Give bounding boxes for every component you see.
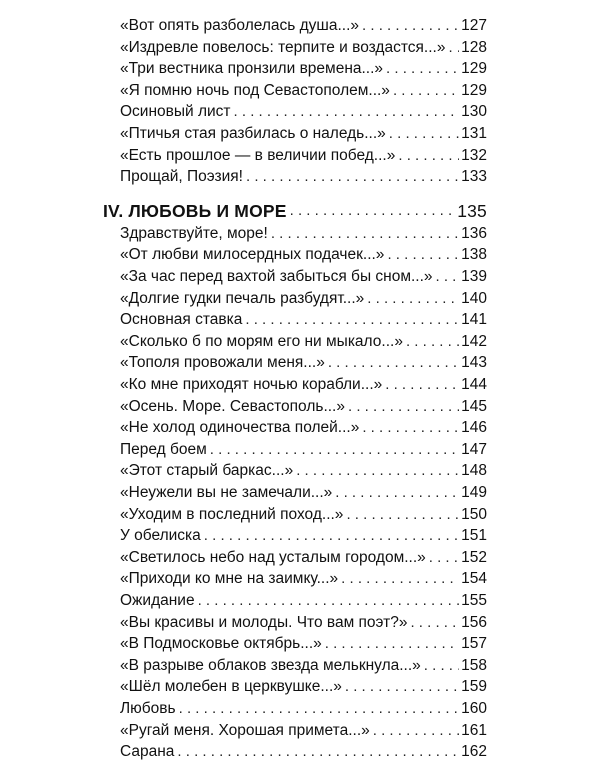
toc-entry bbox=[120, 78, 487, 100]
dot-leader bbox=[389, 125, 459, 143]
toc-entry bbox=[120, 56, 487, 78]
entry-page-number: 162 bbox=[461, 743, 487, 761]
entry-page-number: 150 bbox=[461, 505, 487, 523]
entry-page-number: 161 bbox=[461, 721, 487, 739]
dot-leader bbox=[385, 376, 459, 394]
dot-leader bbox=[367, 290, 459, 308]
dot-leader bbox=[325, 635, 459, 653]
toc-entry bbox=[120, 696, 487, 718]
entry-page-number: 152 bbox=[461, 548, 487, 566]
dot-leader bbox=[198, 592, 460, 610]
entry-title: «Я помню ночь под Севастополем...» bbox=[120, 81, 390, 99]
toc-entry bbox=[120, 164, 487, 186]
entry-title: «Долгие гудки печаль разбудят...» bbox=[120, 289, 365, 307]
section-heading bbox=[103, 196, 487, 220]
dot-leader bbox=[348, 398, 459, 416]
entry-page-number: 128 bbox=[461, 38, 487, 56]
section-page-number: 135 bbox=[457, 200, 487, 221]
dot-leader bbox=[271, 225, 459, 243]
toc-entry bbox=[120, 523, 487, 545]
entry-title: «Птичья стая разбилась о наледь...» bbox=[120, 125, 386, 142]
toc-entry bbox=[120, 264, 487, 286]
entry-title: «Не холод одиночества полей...» bbox=[120, 419, 360, 437]
entry-title: «Этот старый баркас...» bbox=[120, 462, 294, 480]
entry-page-number: 157 bbox=[461, 635, 487, 653]
section-title: IV. ЛЮБОВЬ И МОРЕ bbox=[103, 200, 287, 221]
entry-page-number: 146 bbox=[461, 419, 487, 437]
entry-title: «Тополя провожали меня...» bbox=[120, 354, 325, 372]
toc-entry bbox=[120, 415, 487, 437]
dot-leader bbox=[210, 441, 459, 459]
entry-page-number: 129 bbox=[461, 81, 487, 99]
dot-leader bbox=[177, 743, 459, 761]
entry-page-number: 147 bbox=[461, 440, 487, 458]
toc-entry bbox=[120, 372, 487, 394]
entry-title: Прощай, Поэзия! bbox=[120, 168, 243, 186]
toc-entry bbox=[120, 307, 487, 329]
dot-leader bbox=[362, 17, 459, 35]
entry-page-number: 136 bbox=[461, 224, 487, 242]
dot-leader bbox=[179, 700, 460, 718]
toc-entry bbox=[120, 588, 487, 610]
dot-leader bbox=[387, 246, 459, 264]
toc-entry bbox=[120, 458, 487, 480]
dot-leader bbox=[341, 570, 459, 588]
entry-title: Перед боем bbox=[120, 440, 207, 458]
toc-entry bbox=[120, 718, 487, 740]
entry-title: «От любви милосердных подачек...» bbox=[120, 246, 385, 264]
toc-entry bbox=[120, 221, 487, 243]
toc-entry bbox=[120, 13, 487, 35]
dot-leader bbox=[406, 333, 459, 351]
toc-entry bbox=[120, 480, 487, 502]
toc-entry bbox=[120, 350, 487, 372]
entry-page-number: 141 bbox=[461, 311, 487, 329]
toc-entry bbox=[120, 631, 487, 653]
entry-title: Здравствуйте, море! bbox=[120, 224, 268, 242]
entry-title: «В Подмосковье октябрь...» bbox=[120, 635, 322, 653]
entry-page-number: 158 bbox=[461, 656, 487, 674]
toc-entry bbox=[120, 35, 487, 57]
dot-leader bbox=[424, 657, 459, 675]
entry-title: «Вы красивы и молоды. Что вам поэт?» bbox=[120, 613, 408, 631]
entry-page-number: 131 bbox=[461, 125, 487, 142]
entry-title: «Издревле повелось: терпите и воздастся...» bbox=[120, 38, 446, 56]
toc-entry bbox=[120, 121, 487, 143]
toc-entry bbox=[120, 99, 487, 121]
entry-page-number: 140 bbox=[461, 289, 487, 307]
dot-leader bbox=[246, 168, 459, 186]
entry-title: «Светилось небо над усталым городом...» bbox=[120, 548, 426, 566]
dot-leader bbox=[362, 419, 459, 437]
entry-title: «Сколько б по морям его ни мыкало...» bbox=[120, 332, 403, 350]
entry-page-number: 138 bbox=[461, 246, 487, 264]
toc-entry bbox=[120, 739, 487, 761]
entry-page-number: 130 bbox=[461, 103, 487, 121]
dot-leader bbox=[328, 354, 459, 372]
entry-title: «В разрыве облаков звезда мелькнула...» bbox=[120, 656, 421, 674]
entry-title: Основная ставка bbox=[120, 311, 243, 329]
dot-leader bbox=[204, 527, 459, 545]
entry-page-number: 129 bbox=[461, 60, 487, 78]
entry-page-number: 144 bbox=[461, 376, 487, 393]
entry-title: «Ругай меня. Хорошая примета...» bbox=[120, 721, 370, 739]
entry-page-number: 154 bbox=[461, 570, 487, 588]
dot-leader bbox=[290, 202, 456, 220]
entry-title: «Три вестника пронзили времена...» bbox=[120, 60, 384, 78]
dot-leader bbox=[393, 82, 459, 100]
entry-page-number: 142 bbox=[461, 332, 487, 350]
entry-page-number: 127 bbox=[461, 17, 487, 34]
entry-title: Сарана bbox=[120, 743, 175, 761]
toc-entry bbox=[120, 143, 487, 165]
toc-entry bbox=[120, 610, 487, 632]
toc-entry bbox=[120, 329, 487, 351]
toc-entry bbox=[120, 286, 487, 308]
toc-entry bbox=[120, 566, 487, 588]
entry-title: «Осень. Море. Севастополь...» bbox=[120, 397, 345, 415]
entry-title: «Ко мне приходят ночью корабли...» bbox=[120, 376, 383, 393]
toc-entry bbox=[120, 242, 487, 264]
dot-leader bbox=[429, 549, 459, 567]
entry-title: «Уходим в последний поход...» bbox=[120, 505, 344, 523]
entry-page-number: 139 bbox=[461, 268, 487, 285]
entry-title: У обелиска bbox=[120, 527, 201, 545]
dot-leader bbox=[398, 147, 459, 165]
toc-entry bbox=[120, 674, 487, 696]
dot-leader bbox=[346, 506, 459, 524]
entry-page-number: 159 bbox=[461, 678, 487, 696]
toc-entry bbox=[120, 502, 487, 524]
dot-leader bbox=[296, 462, 459, 480]
entry-title: «Вот опять разболелась душа...» bbox=[120, 17, 360, 34]
entry-title: Осиновый лист bbox=[120, 103, 231, 121]
entry-title: «Шёл молебен в церквушке...» bbox=[120, 678, 342, 696]
entry-title: «Приходи ко мне на заимку...» bbox=[120, 570, 339, 588]
dot-leader bbox=[234, 103, 460, 121]
toc-entry bbox=[120, 437, 487, 459]
toc-entry bbox=[120, 394, 487, 416]
entry-page-number: 132 bbox=[461, 146, 487, 164]
entry-page-number: 149 bbox=[461, 484, 487, 501]
dot-leader bbox=[436, 268, 460, 286]
entry-title: «Неужели вы не замечали...» bbox=[120, 484, 333, 501]
entry-page-number: 155 bbox=[461, 592, 487, 609]
dot-leader bbox=[345, 678, 459, 696]
toc-entry bbox=[120, 545, 487, 567]
toc-entry bbox=[120, 653, 487, 675]
entry-page-number: 160 bbox=[461, 700, 487, 717]
dot-leader bbox=[386, 60, 459, 78]
entry-title: «За час перед вахтой забыться бы сном...» bbox=[120, 268, 433, 285]
dot-leader bbox=[410, 614, 459, 632]
dot-leader bbox=[335, 484, 459, 502]
entry-page-number: 145 bbox=[461, 397, 487, 415]
entry-page-number: 156 bbox=[461, 613, 487, 631]
entry-page-number: 143 bbox=[461, 354, 487, 372]
dot-leader bbox=[373, 722, 459, 740]
entry-title: Любовь bbox=[120, 700, 176, 717]
entry-title: «Есть прошлое — в величии побед...» bbox=[120, 146, 396, 164]
entry-page-number: 151 bbox=[461, 527, 487, 545]
dot-leader bbox=[448, 39, 459, 57]
dot-leader bbox=[245, 311, 459, 329]
entry-page-number: 148 bbox=[461, 462, 487, 480]
entry-page-number: 133 bbox=[461, 168, 487, 186]
entry-title: Ожидание bbox=[120, 592, 195, 609]
